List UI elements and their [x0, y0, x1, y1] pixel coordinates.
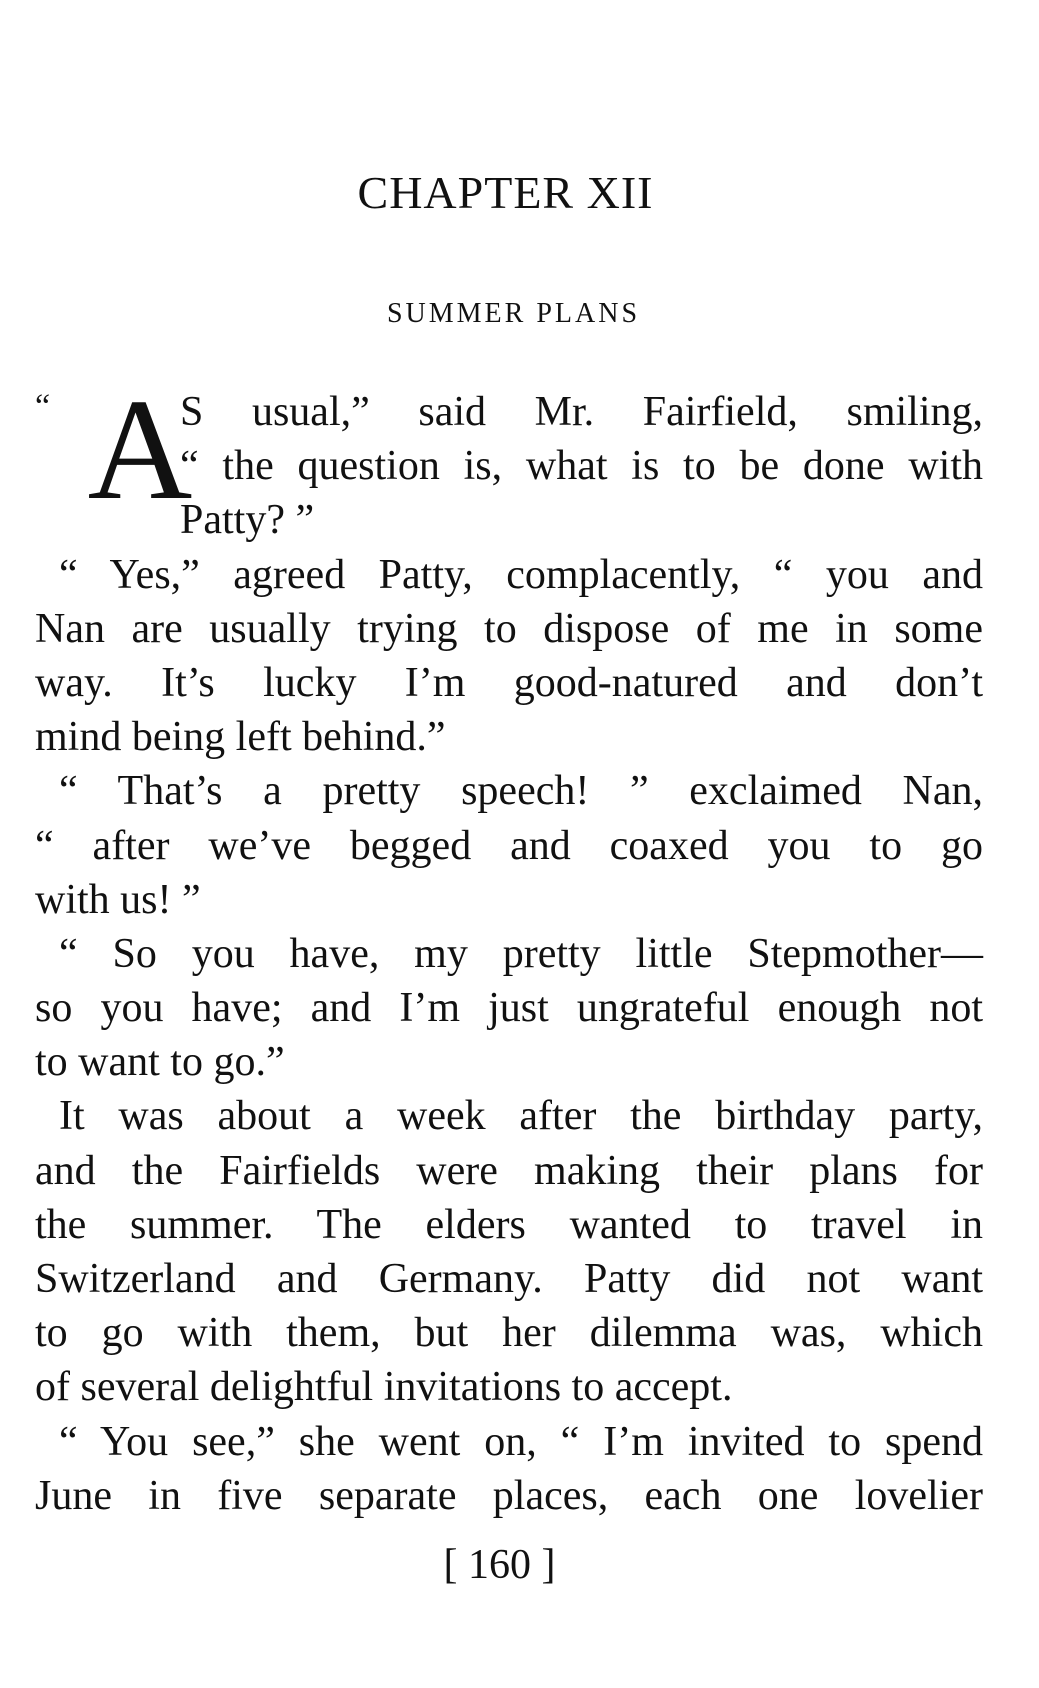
- text-line: of several delightful invitations to accept.: [35, 1364, 733, 1411]
- paragraph-4: [35, 927, 983, 1090]
- text-line: with us! ”: [35, 876, 201, 923]
- text-line: “ You see,” she went on, “ I’m invited to spend: [59, 1418, 983, 1465]
- text-line: June in five separate places, each one lovelier: [35, 1472, 983, 1519]
- text-line: mind being left behind.”: [35, 714, 446, 761]
- paragraph-6: [35, 1415, 983, 1523]
- text-line: to go with them, but her dilemma was, which: [35, 1310, 983, 1357]
- text-line: way. It’s lucky I’m good-natured and don’t: [35, 659, 983, 706]
- text-line: “ That’s a pretty speech! ” exclaimed Nan,: [59, 768, 983, 815]
- chapter-title: CHAPTER XII: [357, 167, 654, 218]
- paragraph-5: [35, 1089, 983, 1414]
- text-line: It was about a week after the birthday party,: [59, 1093, 983, 1140]
- text-line: S usual,” said Mr. Fairfield, smiling,: [180, 389, 983, 435]
- text-line: “ the question is, what is to be done with: [180, 443, 983, 490]
- text-line: “ after we’ve begged and coaxed you to go: [35, 822, 983, 869]
- text-line: “ So you have, my pretty little Stepmother—: [59, 930, 983, 977]
- paragraph-2: [35, 548, 983, 765]
- text-line: Nan are usually trying to dispose of me in some: [35, 605, 983, 652]
- page-number: [ 160 ]: [443, 1542, 556, 1588]
- text-line: to want to go.”: [35, 1039, 285, 1086]
- body-text: [35, 370, 983, 1523]
- text-line: so you have; and I’m just ungrateful enough not: [35, 985, 983, 1032]
- text-line: and the Fairfields were making their plans for: [35, 1147, 983, 1194]
- chapter-subtitle: SUMMER PLANS: [386, 298, 641, 329]
- text-line: Switzerland and Germany. Patty did not want: [35, 1256, 983, 1302]
- paragraph-1: [35, 370, 983, 548]
- paragraph-3: [35, 764, 983, 927]
- opening-quote-mark: “: [35, 388, 51, 425]
- text-line: Patty? ”: [180, 497, 315, 544]
- text-line: the summer. The elders wanted to travel in: [35, 1201, 983, 1248]
- text-line: “ Yes,” agreed Patty, complacently, “ you and: [59, 551, 983, 598]
- drop-cap-letter: A: [87, 370, 193, 530]
